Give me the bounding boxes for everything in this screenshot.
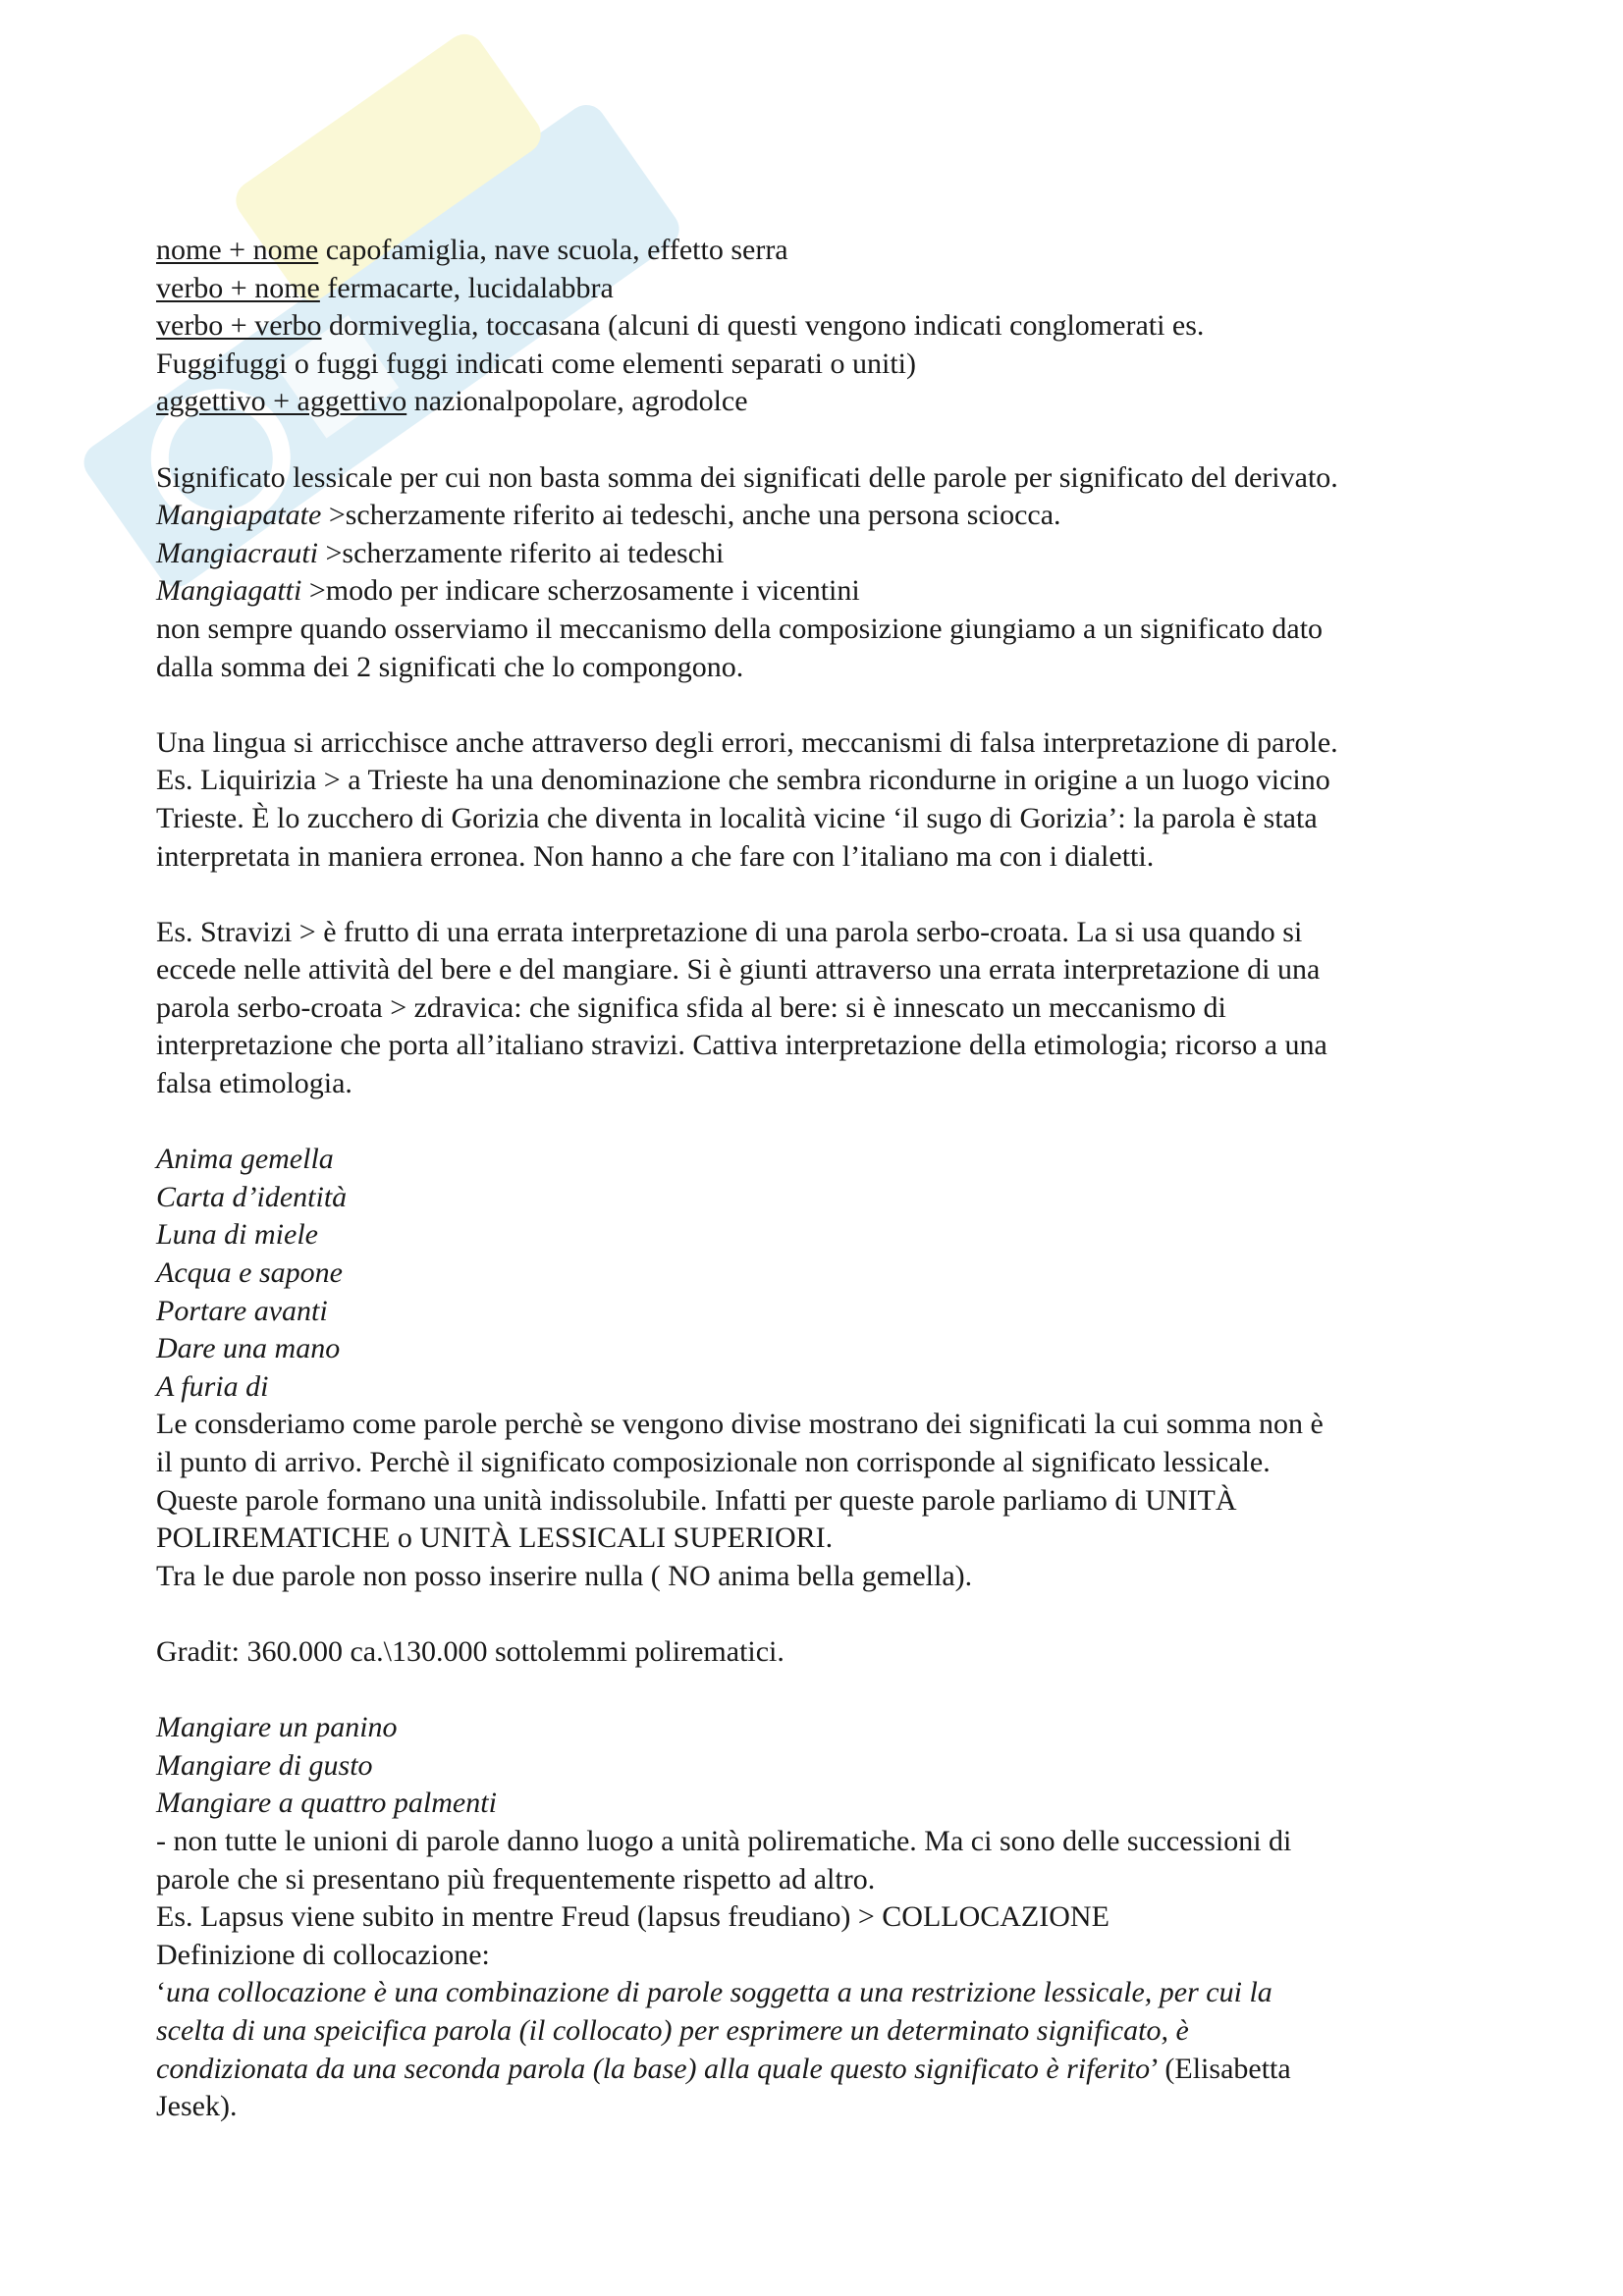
compound-line <box>156 307 1491 346</box>
compound-line <box>156 270 1491 308</box>
compound-pattern: verbo + verbo <box>156 309 322 343</box>
collocation-example: Mangiare di gusto <box>156 1748 373 1782</box>
lexical-example <box>156 497 1491 535</box>
quote-text: condizionata da una seconda parola (la base) alla quale questo significato è riferito <box>156 2052 1151 2085</box>
quote-attribution-end: Jesek). <box>156 2090 238 2123</box>
compound-examples: capofamiglia, nave scuola, effetto serra <box>318 234 788 266</box>
stravizi-line: Es. Stravizi > è frutto di una errata interpretazione di una parola serbo-croata. La si usa quando si <box>156 915 1303 948</box>
errors-line: Es. Liquirizia > a Trieste ha una denominazione che sembra ricondurne in origine a un luogo vicino <box>156 764 1330 797</box>
lexical-closing-line: non sempre quando osserviamo il meccanismo della composizione giungiamo a un significato dato <box>156 612 1324 645</box>
quote-text: una collocazione è una combinazione di parole soggetta a una restrizione lessicale, per cui la <box>166 1976 1272 2009</box>
polyrematic-example: Dare una mano <box>156 1332 341 1365</box>
quote-line: scelta di una speicifica parola (il collocato) per esprimere un determinato significato, è <box>156 2013 1189 2047</box>
lexical-closing-line: dalla somma dei 2 significati che lo compongono. <box>156 650 744 683</box>
lexical-example <box>156 572 1491 611</box>
compound-examples: nazionalpopolare, agrodolce <box>406 385 748 418</box>
gradit-line: Gradit: 360.000 ca.\130.000 sottolemmi polirematici. <box>156 1634 784 1668</box>
errors-line: Una lingua si arricchisce anche attraverso degli errori, meccanismi di falsa interpretazione di parole. <box>156 725 1338 759</box>
document-body <box>156 232 1491 2126</box>
lexical-word: Mangiagatti <box>156 574 302 608</box>
stravizi-line: interpretazione che porta all’italiano stravizi. Cattiva interpretazione della etimologia; ricorso a una <box>156 1029 1327 1062</box>
paragraph-gap <box>156 1103 1491 1142</box>
compound-continuation: Fuggifuggi o fuggi fuggi indicati come elementi separati o uniti) <box>156 347 916 380</box>
paragraph-gap <box>156 1595 1491 1633</box>
compound-pattern: aggettivo + aggettivo <box>156 385 407 418</box>
collocation-line: Definizione di collocazione: <box>156 1938 490 1971</box>
quote-line <box>156 1974 1491 2012</box>
polyrematic-example: Luna di miele <box>156 1218 318 1252</box>
paragraph-gap <box>156 421 1491 459</box>
collocation-line: - non tutte le unioni di parole danno luogo a unità polirematiche. Ma ci sono delle successioni di <box>156 1824 1292 1857</box>
polyrematic-example: A furia di <box>156 1369 269 1403</box>
polyrematic-line: Le consderiamo come parole perchè se vengono divise mostrano dei significati la cui somma non è <box>156 1408 1324 1441</box>
polyrematic-example: Acqua e sapone <box>156 1256 343 1290</box>
collocation-line: Es. Lapsus viene subito in mentre Freud (lapsus freudiano) > COLLOCAZIONE <box>156 1900 1109 1934</box>
errors-line: Trieste. È lo zucchero di Gorizia che diventa in località vicine ‘il sugo di Gorizia’: la parola è stata <box>156 801 1318 834</box>
quote-line <box>156 2051 1491 2089</box>
lexical-intro: Significato lessicale per cui non basta somma dei significati delle parole per significato del derivato. <box>156 460 1338 494</box>
paragraph-gap <box>156 1672 1491 1710</box>
paragraph-gap <box>156 686 1491 724</box>
polyrematic-line: POLIREMATICHE o UNITÀ LESSICALI SUPERIORI. <box>156 1522 834 1555</box>
polyrematic-example: Portare avanti <box>156 1294 328 1327</box>
lexical-word: Mangiacrauti <box>156 536 318 569</box>
compound-pattern: verbo + nome <box>156 271 320 304</box>
lexical-word: Mangiapatate <box>156 499 322 532</box>
quote-close-mark: ’ <box>1150 2052 1158 2085</box>
stravizi-line: eccede nelle attività del bere e del mangiare. Si è giunti attraverso una errata interpretazione di una <box>156 953 1321 987</box>
polyrematic-line: Tra le due parole non posso inserire nulla ( NO anima bella gemella). <box>156 1559 973 1592</box>
errors-line: interpretata in maniera erronea. Non hanno a che fare con l’italiano ma con i dialetti. <box>156 839 1155 873</box>
lexical-gloss: >scherzamente riferito ai tedeschi <box>318 536 725 569</box>
lexical-example <box>156 535 1491 573</box>
quote-attribution: (Elisabetta <box>1157 2052 1291 2085</box>
compound-line <box>156 383 1491 421</box>
polyrematic-example: Anima gemella <box>156 1143 334 1176</box>
compound-pattern: nome + nome <box>156 234 319 266</box>
polyrematic-example: Carta d’identità <box>156 1180 348 1213</box>
stravizi-line: parola serbo-croata > zdravica: che significa sfida al bere: si è innescato un meccanismo di <box>156 990 1226 1024</box>
collocation-line: parole che si presentano più frequentemente rispetto ad altro. <box>156 1862 876 1896</box>
stravizi-line: falsa etimologia. <box>156 1067 352 1100</box>
polyrematic-line: il punto di arrivo. Perchè il significato composizionale non corrisponde al significato lessicale. <box>156 1446 1271 1478</box>
collocation-example: Mangiare un panino <box>156 1711 398 1744</box>
compound-examples: dormiveglia, toccasana (alcuni di questi vengono indicati conglomerati es. <box>321 309 1205 343</box>
quote-open-mark: ‘ <box>156 1976 166 2009</box>
collocation-example: Mangiare a quattro palmenti <box>156 1787 497 1820</box>
paragraph-gap <box>156 876 1491 914</box>
polyrematic-line: Queste parole formano una unità indissolubile. Infatti per queste parole parliamo di UNITÀ <box>156 1483 1237 1517</box>
lexical-gloss: >scherzamente riferito ai tedeschi, anche una persona sciocca. <box>321 499 1061 532</box>
compound-line <box>156 232 1491 270</box>
lexical-gloss: >modo per indicare scherzosamente i vicentini <box>301 574 860 608</box>
compound-examples: fermacarte, lucidalabbra <box>319 271 614 304</box>
